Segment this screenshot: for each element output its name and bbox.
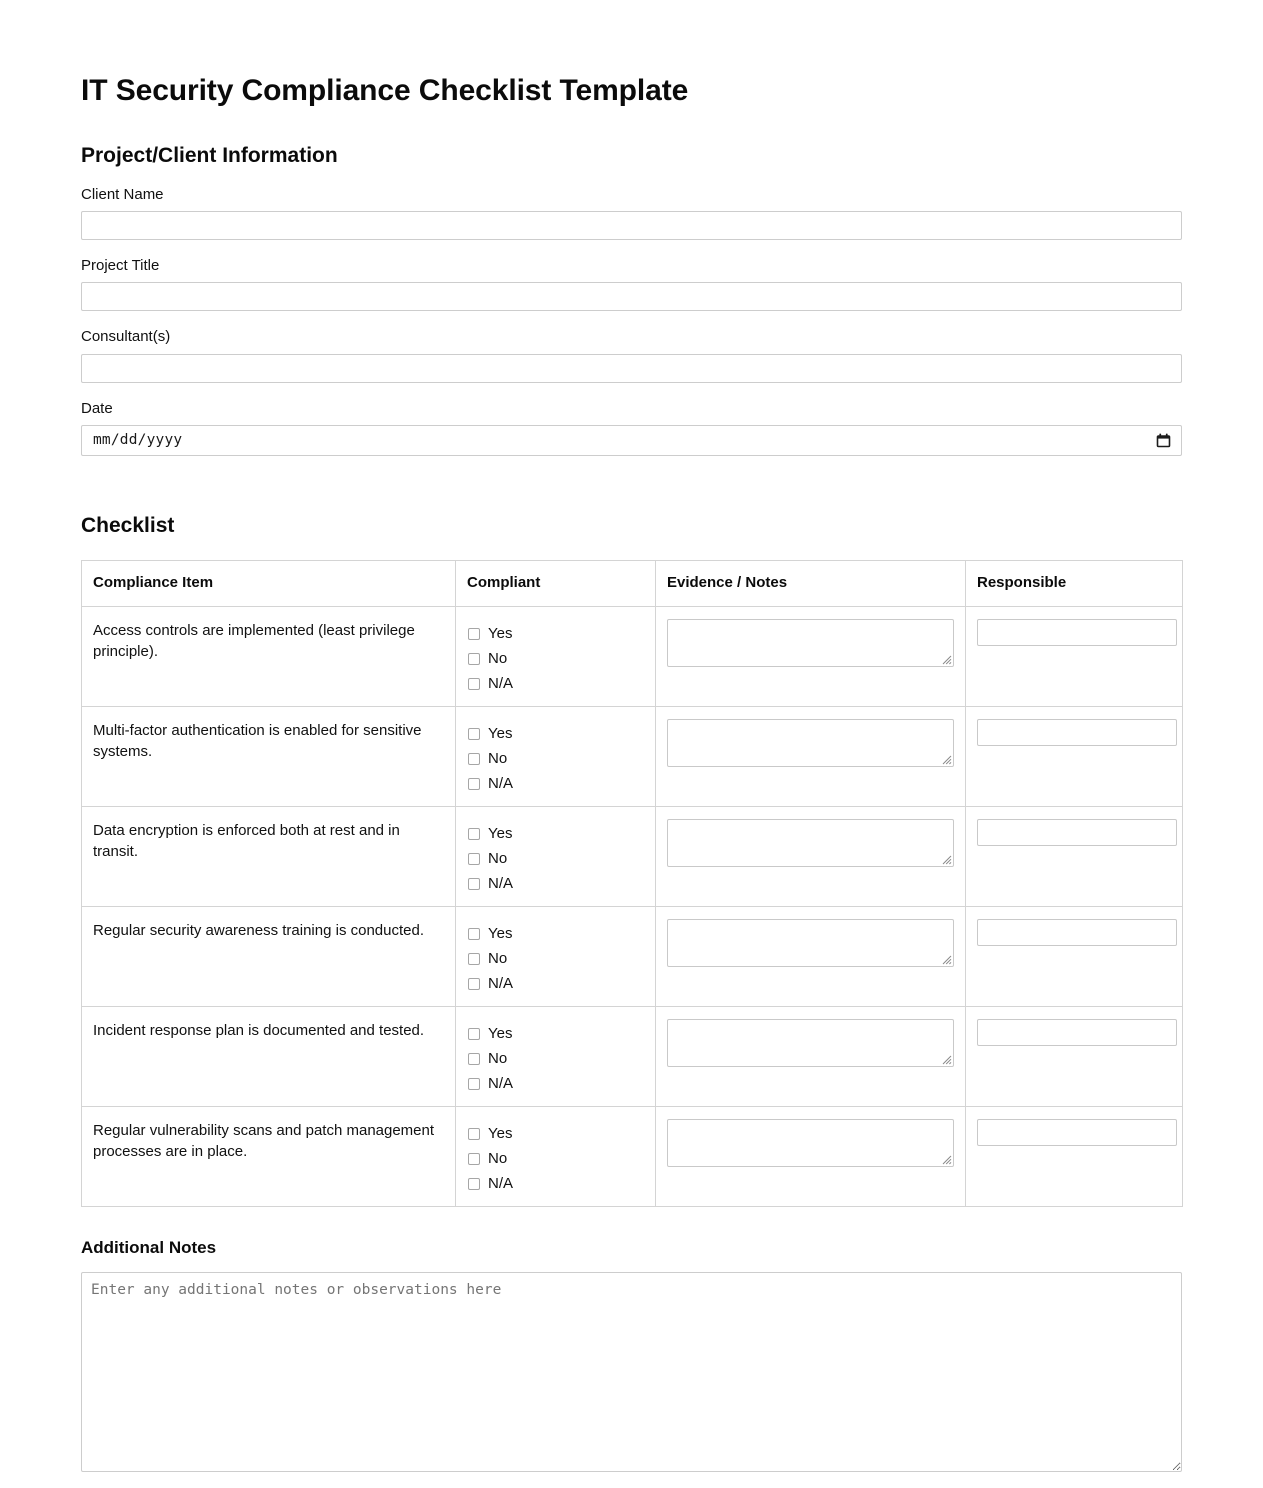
cell-responsible [966, 907, 1183, 1007]
checkbox-icon[interactable] [468, 1153, 480, 1165]
evidence-notes-textarea[interactable] [667, 719, 954, 767]
compliant-checkbox-group [456, 707, 655, 796]
checkbox-option-no[interactable] [468, 1046, 655, 1071]
responsible-cell [966, 1107, 1182, 1146]
date-placeholder-text: mm/dd/yyyy [93, 432, 183, 449]
checkbox-option-yes[interactable] [468, 821, 655, 846]
cell-compliance-item [82, 807, 456, 907]
table-row [82, 707, 1183, 807]
checkbox-icon[interactable] [468, 878, 480, 890]
section-heading-checklist: Checklist [81, 513, 175, 537]
cell-evidence-notes [656, 1007, 966, 1107]
cell-compliance-item [82, 1107, 456, 1207]
compliance-item-text: Regular vulnerability scans and patch management processes are in place. [93, 1122, 435, 1161]
evidence-notes-textarea[interactable] [667, 819, 954, 867]
evidence-cell [656, 907, 965, 967]
cell-evidence-notes [656, 907, 966, 1007]
checkbox-label: N/A [488, 875, 514, 893]
checkbox-icon[interactable] [468, 1078, 480, 1090]
checkbox-option-no[interactable] [468, 746, 655, 771]
label-consultants: Consultant(s) [81, 328, 171, 346]
compliance-item-text: Data encryption is enforced both at rest and in transit. [93, 822, 400, 861]
responsible-cell [966, 907, 1182, 946]
table-row [82, 907, 1183, 1007]
checkbox-icon[interactable] [468, 778, 480, 790]
responsible-cell [966, 607, 1182, 646]
column-header-compliance-item: Compliance Item [82, 561, 456, 607]
cell-compliant [456, 907, 656, 1007]
calendar-icon[interactable] [1155, 432, 1172, 449]
checkbox-label: Yes [488, 925, 513, 943]
column-header-compliant: Compliant [456, 561, 656, 607]
checkbox-label: Yes [488, 625, 513, 643]
checkbox-option-yes[interactable] [468, 1021, 655, 1046]
checkbox-option-yes[interactable] [468, 621, 655, 646]
responsible-cell [966, 1007, 1182, 1046]
table-row [82, 1007, 1183, 1107]
responsible-cell [966, 807, 1182, 846]
table-row [82, 607, 1183, 707]
section-heading-additional-notes: Additional Notes [81, 1238, 217, 1258]
column-header-evidence-notes: Evidence / Notes [656, 561, 966, 607]
evidence-cell [656, 607, 965, 667]
checkbox-option-n-a[interactable] [468, 1071, 655, 1096]
cell-compliance-item [82, 607, 456, 707]
checkbox-label: N/A [488, 775, 514, 793]
checkbox-label: N/A [488, 675, 514, 693]
compliant-checkbox-group [456, 1107, 655, 1196]
checkbox-option-no[interactable] [468, 946, 655, 971]
checkbox-option-n-a[interactable] [468, 771, 655, 796]
checkbox-label: Yes [488, 1025, 513, 1043]
checkbox-icon[interactable] [468, 1053, 480, 1065]
compliant-checkbox-group [456, 1007, 655, 1096]
checkbox-label: No [488, 850, 508, 868]
checkbox-option-n-a[interactable] [468, 871, 655, 896]
cell-evidence-notes [656, 707, 966, 807]
label-project-title: Project Title [81, 257, 160, 275]
cell-responsible [966, 1007, 1183, 1107]
cell-responsible [966, 1107, 1183, 1207]
checkbox-icon[interactable] [468, 753, 480, 765]
compliant-checkbox-group [456, 607, 655, 696]
field-group-date [81, 399, 1183, 456]
cell-compliant [456, 1107, 656, 1207]
column-header-responsible: Responsible [966, 561, 1183, 607]
evidence-notes-textarea[interactable] [667, 1019, 954, 1067]
checkbox-label: N/A [488, 975, 514, 993]
evidence-notes-textarea[interactable] [667, 919, 954, 967]
checkbox-icon[interactable] [468, 678, 480, 690]
checkbox-icon[interactable] [468, 653, 480, 665]
responsible-input[interactable] [977, 1019, 1177, 1046]
checkbox-icon[interactable] [468, 978, 480, 990]
compliant-checkbox-group [456, 807, 655, 896]
checkbox-label: N/A [488, 1075, 514, 1093]
resize-handle-icon[interactable] [941, 654, 952, 665]
evidence-cell [656, 1107, 965, 1167]
cell-compliance-item [82, 707, 456, 807]
checkbox-icon[interactable] [468, 728, 480, 740]
responsible-input[interactable] [977, 1119, 1177, 1146]
evidence-cell [656, 707, 965, 767]
checkbox-option-no[interactable] [468, 1146, 655, 1171]
cell-evidence-notes [656, 607, 966, 707]
checkbox-option-yes[interactable] [468, 1121, 655, 1146]
label-date: Date [81, 399, 113, 417]
consultants-input[interactable] [81, 354, 1182, 383]
checkbox-label: N/A [488, 1175, 514, 1193]
resize-handle-icon[interactable] [941, 754, 952, 765]
client-name-input[interactable] [81, 211, 1182, 240]
compliance-item-text: Incident response plan is documented and tested. [93, 1022, 425, 1040]
responsible-cell [966, 707, 1182, 746]
cell-responsible [966, 807, 1183, 907]
checkbox-icon[interactable] [468, 853, 480, 865]
resize-handle-icon[interactable] [941, 854, 952, 865]
checkbox-icon[interactable] [468, 828, 480, 840]
compliance-item-text: Access controls are implemented (least privilege principle). [93, 622, 415, 661]
field-group-consultants [81, 327, 1183, 382]
checkbox-icon[interactable] [468, 628, 480, 640]
checkbox-option-n-a[interactable] [468, 1171, 655, 1196]
checkbox-label: No [488, 1150, 508, 1168]
field-group-client-name [81, 185, 1183, 240]
checkbox-label: No [488, 1050, 508, 1068]
date-input[interactable] [81, 425, 1182, 456]
responsible-input[interactable] [977, 919, 1177, 946]
section-heading-project-information: Project/Client Information [81, 143, 338, 167]
cell-compliance-item [82, 907, 456, 1007]
checklist-table [81, 560, 1183, 1207]
resize-handle-icon[interactable] [941, 1154, 952, 1165]
checkbox-option-no[interactable] [468, 846, 655, 871]
additional-notes-textarea[interactable] [81, 1272, 1182, 1472]
evidence-notes-textarea[interactable] [667, 619, 954, 667]
checkbox-icon[interactable] [468, 1028, 480, 1040]
responsible-input[interactable] [977, 719, 1177, 746]
project-title-input[interactable] [81, 282, 1182, 311]
checkbox-icon[interactable] [468, 1128, 480, 1140]
cell-compliant [456, 707, 656, 807]
cell-evidence-notes [656, 807, 966, 907]
checklist-body [82, 607, 1183, 1207]
checkbox-label: Yes [488, 725, 513, 743]
cell-compliant [456, 607, 656, 707]
checkbox-label: Yes [488, 825, 513, 843]
compliance-item-text: Regular security awareness training is conducted. [93, 922, 425, 940]
checkbox-label: No [488, 950, 508, 968]
cell-compliance-item [82, 1007, 456, 1107]
evidence-cell [656, 807, 965, 867]
checkbox-label: No [488, 650, 508, 668]
field-group-project-title [81, 256, 1183, 311]
checkbox-label: No [488, 750, 508, 768]
checkbox-option-no[interactable] [468, 646, 655, 671]
responsible-input[interactable] [977, 619, 1177, 646]
table-row [82, 807, 1183, 907]
checkbox-label: Yes [488, 1125, 513, 1143]
checkbox-icon[interactable] [468, 953, 480, 965]
checkbox-option-yes[interactable] [468, 921, 655, 946]
compliant-checkbox-group [456, 907, 655, 996]
resize-handle-icon[interactable] [941, 954, 952, 965]
responsible-input[interactable] [977, 819, 1177, 846]
checkbox-icon[interactable] [468, 928, 480, 940]
evidence-cell [656, 1007, 965, 1067]
checkbox-icon[interactable] [468, 1178, 480, 1190]
checkbox-option-yes[interactable] [468, 721, 655, 746]
cell-compliant [456, 807, 656, 907]
table-header-row [82, 561, 1183, 607]
table-row [82, 1107, 1183, 1207]
evidence-notes-textarea[interactable] [667, 1119, 954, 1167]
page-title: IT Security Compliance Checklist Template [81, 74, 689, 107]
label-client-name: Client Name [81, 185, 164, 203]
cell-responsible [966, 707, 1183, 807]
cell-evidence-notes [656, 1107, 966, 1207]
checkbox-option-n-a[interactable] [468, 971, 655, 996]
cell-compliant [456, 1007, 656, 1107]
compliance-item-text: Multi-factor authentication is enabled for sensitive systems. [93, 722, 422, 761]
resize-handle-icon[interactable] [941, 1054, 952, 1065]
checkbox-option-n-a[interactable] [468, 671, 655, 696]
cell-responsible [966, 607, 1183, 707]
